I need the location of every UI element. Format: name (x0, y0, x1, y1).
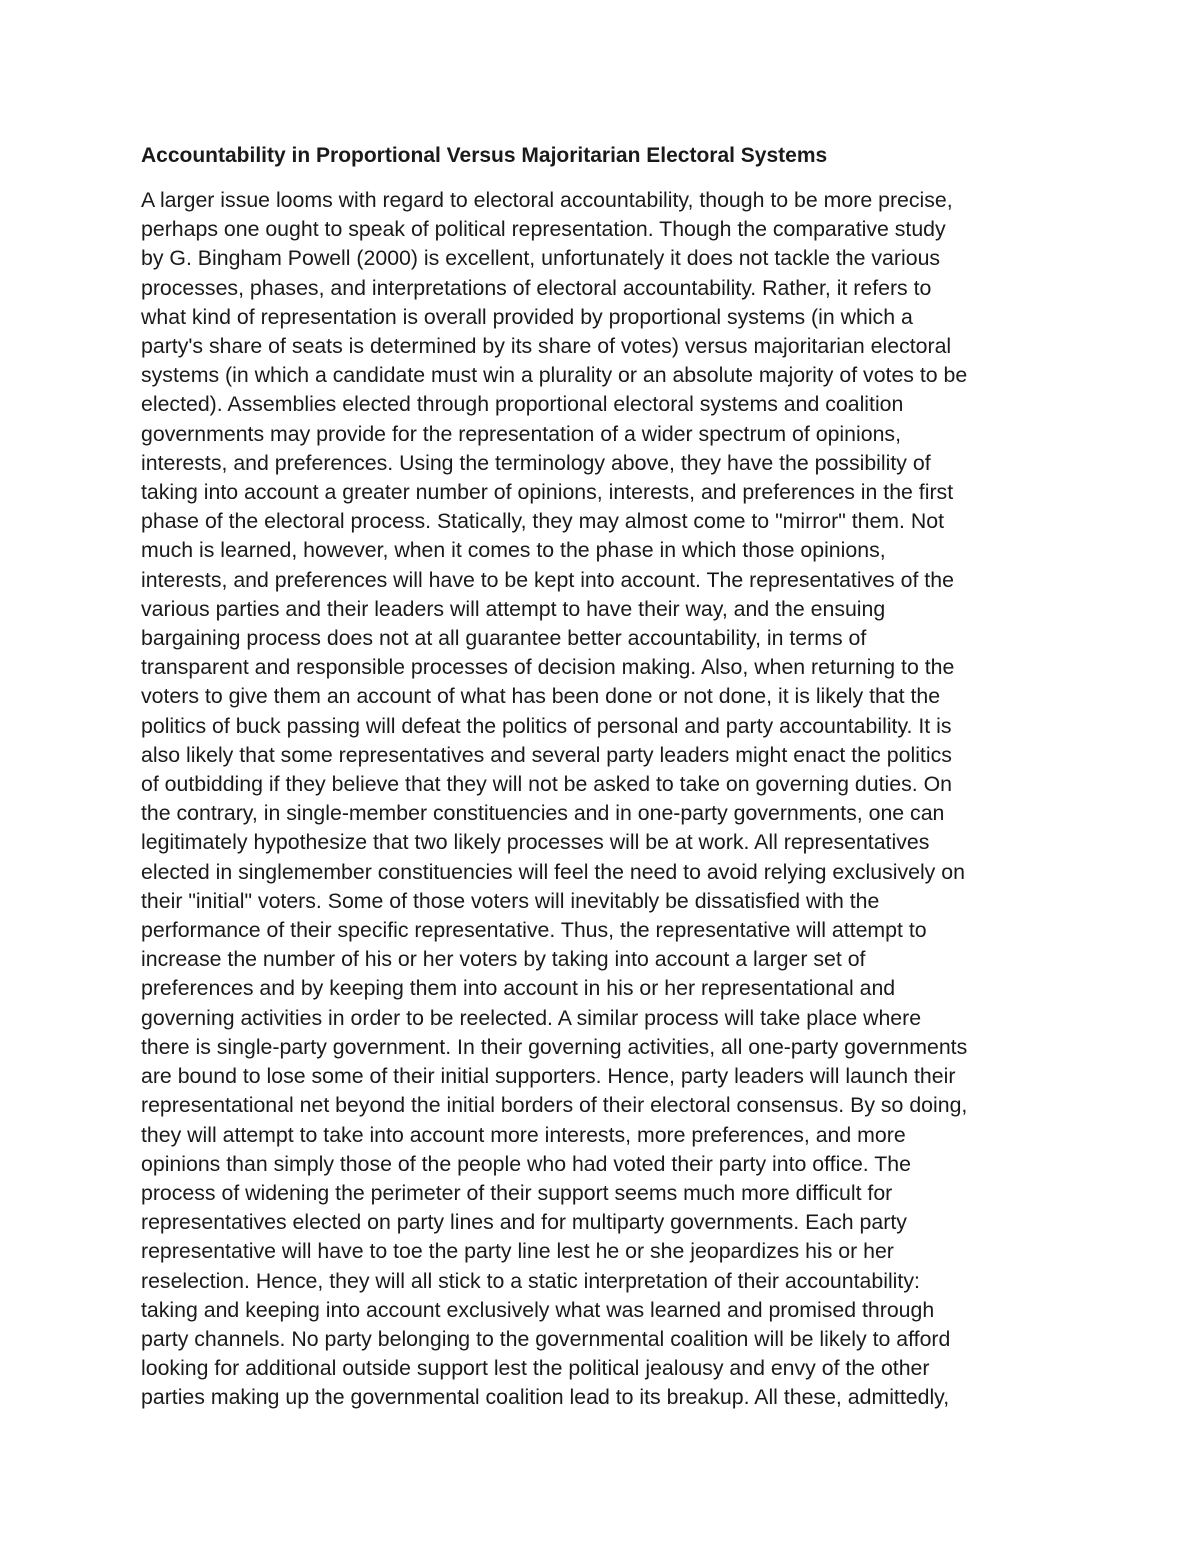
paragraph-line: preferences and by keeping them into account in his or her representational and (141, 976, 896, 1001)
paragraph-line: politics of buck passing will defeat the politics of personal and party accountability. It is (141, 713, 952, 738)
paragraph-line: by G. Bingham Powell (2000) is excellent, unfortunately it does not tackle the various (141, 246, 941, 271)
paragraph-line: performance of their specific representative. Thus, the representative will attempt to (141, 918, 927, 943)
paragraph-line: taking and keeping into account exclusively what was learned and promised through (141, 1297, 935, 1322)
paragraph-line: reselection. Hence, they will all stick to a static interpretation of their accountability: (141, 1268, 920, 1293)
paragraph-line: elected). Assemblies elected through proportional electoral systems and coalition (141, 392, 904, 417)
paragraph-line: parties making up the governmental coalition lead to its breakup. All these, admittedly, (141, 1385, 950, 1410)
paragraph-line: bargaining process does not at all guarantee better accountability, in terms of (141, 626, 867, 651)
paragraph-line: A larger issue looms with regard to electoral accountability, though to be more precise, (141, 188, 953, 212)
paragraph-line: transparent and responsible processes of decision making. Also, when returning to the (141, 655, 955, 680)
paragraph-line: systems (in which a candidate must win a plurality or an absolute majority of votes to be (141, 363, 968, 388)
paragraph-line: the contrary, in single-member constituencies and in one-party governments, one can (141, 801, 945, 826)
paragraph-line: they will attempt to take into account more interests, more preferences, and more (141, 1122, 906, 1147)
paragraph-line: phase of the electoral process. Statically, they may almost come to "mirror" them. Not (141, 509, 945, 534)
paragraph-line: increase the number of his or her voters by taking into account a larger set of (141, 947, 866, 972)
paragraph-line: much is learned, however, when it comes to the phase in which those opinions, (141, 538, 886, 563)
paragraph-line: of outbidding if they believe that they will not be asked to take on governing duties. On (141, 772, 952, 797)
paragraph-line: also likely that some representatives and several party leaders might enact the politics (141, 742, 952, 767)
paragraph-line: governments may provide for the representation of a wider spectrum of opinions, (141, 421, 901, 446)
paragraph-line: looking for additional outside support lest the political jealousy and envy of the other (141, 1356, 930, 1381)
paragraph-line: are bound to lose some of their initial supporters. Hence, party leaders will launch their (141, 1064, 956, 1089)
paragraph-line: taking into account a greater number of opinions, interests, and preferences in the first (141, 480, 954, 505)
body-paragraph (141, 186, 1071, 1413)
paragraph-line: opinions than simply those of the people who had voted their party into office. The (141, 1151, 911, 1176)
paragraph-line: party's share of seats is determined by its share of votes) versus majoritarian electoral (141, 334, 952, 359)
paragraph-line: process of widening the perimeter of their support seems much more difficult for (141, 1180, 893, 1205)
paragraph-line: various parties and their leaders will attempt to have their way, and the ensuing (141, 596, 886, 621)
paragraph-line: representational net beyond the initial borders of their electoral consensus. By so doing, (141, 1093, 968, 1118)
paragraph-line: interests, and preferences will have to be kept into account. The representatives of the (141, 567, 954, 592)
paragraph-line: representative will have to toe the party line lest he or she jeopardizes his or her (141, 1239, 894, 1264)
document-title: Accountability in Proportional Versus Majoritarian Electoral Systems (141, 144, 828, 167)
paragraph-line: elected in singlemember constituencies will feel the need to avoid relying exclusively on (141, 859, 965, 884)
paragraph-line: what kind of representation is overall provided by proportional systems (in which a (141, 304, 913, 329)
paragraph-line: representatives elected on party lines and for multiparty governments. Each party (141, 1210, 907, 1235)
paragraph-line: voters to give them an account of what has been done or not done, it is likely that the (141, 684, 941, 709)
paragraph-line: their "initial" voters. Some of those voters will inevitably be dissatisfied with the (141, 888, 880, 913)
paragraph-line: party channels. No party belonging to the governmental coalition will be likely to afford (141, 1326, 951, 1351)
paragraph-line: there is single-party government. In their governing activities, all one-party governments (141, 1034, 968, 1059)
paragraph-line: legitimately hypothesize that two likely processes will be at work. All representatives (141, 830, 930, 855)
paragraph-line: interests, and preferences. Using the terminology above, they have the possibility of (141, 450, 931, 475)
paragraph-line: processes, phases, and interpretations of electoral accountability. Rather, it refers to (141, 275, 932, 300)
paragraph-line: perhaps one ought to speak of political representation. Though the comparative study (141, 217, 946, 242)
paragraph-line: governing activities in order to be reelected. A similar process will take place where (141, 1005, 922, 1030)
